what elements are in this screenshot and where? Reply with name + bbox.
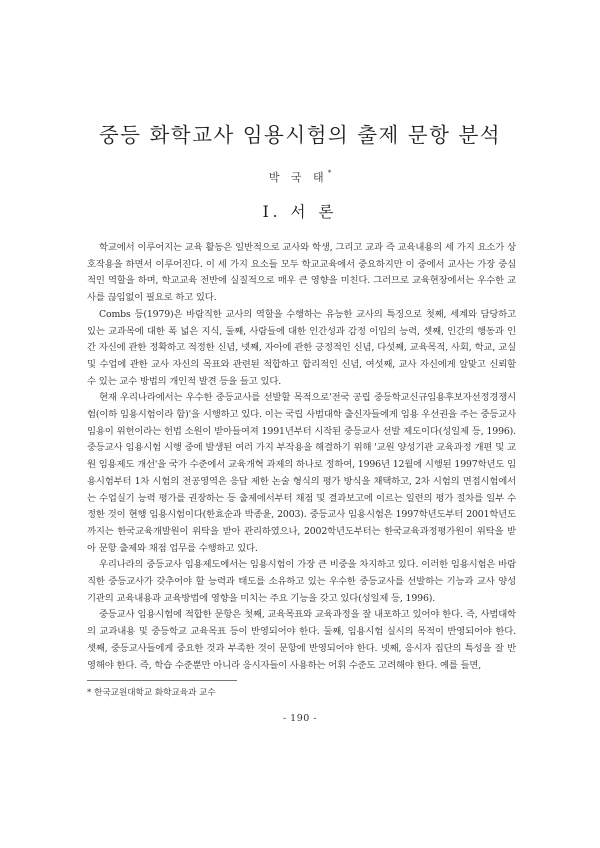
body-text [87, 240, 516, 674]
footnote: * 한국교원대학교 화학교육과 교수 [87, 688, 216, 698]
page-number: - 190 - [282, 713, 318, 724]
paragraph-4: 우리나라의 중등교사 임용제도에서는 임용시험이 가장 큰 비중을 차지하고 있다. 이러한 임용시험은 바람직한 중등교사가 갖추어야 할 능력과 태도를 소유하고 있는 우수한 중등교사를 선발하는 기능과 교사 양성 기관의 교육내용과 교육방법에 영향을 미치는 주요 기능을 갖고 있다(성일제 등, 1996). [87, 559, 516, 604]
paragraph-5: 중등교사 임용시험에 적합한 문항은 첫째, 교육목표와 교육과정을 잘 내포하고 있어야 한다. 즉, 사범대학의 교과내용 및 중등학교 교육목표 등이 반영되어야 한다. 둘째, 임용시험 실시의 목적이 반영되어야 한다. 셋째, 중등교사들에게 중요한 것과 부족한 것이 문항에 반영되어야 한다. 넷째, 응시자 집단의 특성을 잘 반영해야 한다. 즉, 학습 수준뿐만 아니라 응시자들이 사용하는 어휘 수준도 고려해야 한다. 예를 들면, [87, 609, 516, 671]
author-line [0, 169, 600, 185]
paragraph-3: 현재 우리나라에서는 우수한 중등교사를 선발할 목적으로'전국 공립 중등학교신규임용후보자선정경쟁시험(이하 임용시험이라 함)'을 시행하고 있다. 이는 국립 사범대학 출신자들에게 임용 우선권을 주는 중등교사 임용이 위헌이라는 헌법 소원이 받아들여져 1991년부터 시작된 중등교사 선발 제도이다(성일제 등, 1996). 중등교사 임용시험 시행 중에 발생된 여러 가지 부작용을 해결하기 위해 '교원 양성기관 교육과정 개편 및 교원 임용제도 개선'을 국가 수준에서 교육개혁 과제의 하나로 정하여, 1996년 12월에 시행된 1997학년도 임용시험부터 1차 시험의 전공영역은 응답 제한 논술 형식의 평가 방식을 채택하고, 2차 시험의 면접시험에서는 수업실기 능력 평가를 권장하는 등 출제에서부터 채점 및 결과보고에 이르는 일련의 평가 절차를 일부 수정한 것이 현행 임용시험이다(한효순과 박종윤, 2003). 중등교사 임용시험은 1997학년도부터 2001학년도까지는 한국교육개발원이 위탁을 받아 관리하였으나, 2002학년도부터는 한국교육과정평가원이 위탁을 받아 문항 출제와 채점 업무를 수행하고 있다. [87, 392, 516, 554]
paragraph-2: Combs 등(1979)은 바람직한 교사의 역할을 수행하는 유능한 교사의 특징으로 첫째, 세계와 담당하고 있는 교과목에 대한 폭 넓은 지식, 둘째, 사람들에 대한 인간성과 감정 이입의 능력, 셋째, 인간의 행동과 인간 자신에 관한 정확하고 적정한 신념, 넷째, 자아에 관한 긍정적인 신념, 다섯째, 교육목적, 사회, 학교, 교실 및 수업에 관한 교사 자신의 목표와 관련된 적합하고 합리적인 신념, 여섯째, 교사 자신에게 알맞고 신뢰할 수 있는 교수 방법의 개인적 발견 등을 들고 있다. [87, 308, 516, 387]
section-heading: Ⅰ. 서 론 [262, 203, 338, 221]
footnote-divider [87, 680, 237, 681]
author-footnote-mark: * [327, 169, 332, 178]
paper-title: 중등 화학교사 임용시험의 출제 문항 분석 [98, 123, 502, 147]
author-name: 박 국 태 [268, 171, 328, 184]
paragraph-1: 학교에서 이루어지는 교육 활동은 일반적으로 교사와 학생, 그리고 교과 즉 교육내용의 세 가지 요소가 상호작용을 하면서 이루어진다. 이 세 가지 요소들 모두 학교교육에서 중요하지만 이 중에서 교사는 가장 중심적인 역할을 하며, 학교교육 전반에 실질적으로 매우 큰 영향을 미친다. 그러므로 교육현장에서는 우수한 교사를 끊임없이 필요로 하고 있다. [87, 242, 516, 304]
